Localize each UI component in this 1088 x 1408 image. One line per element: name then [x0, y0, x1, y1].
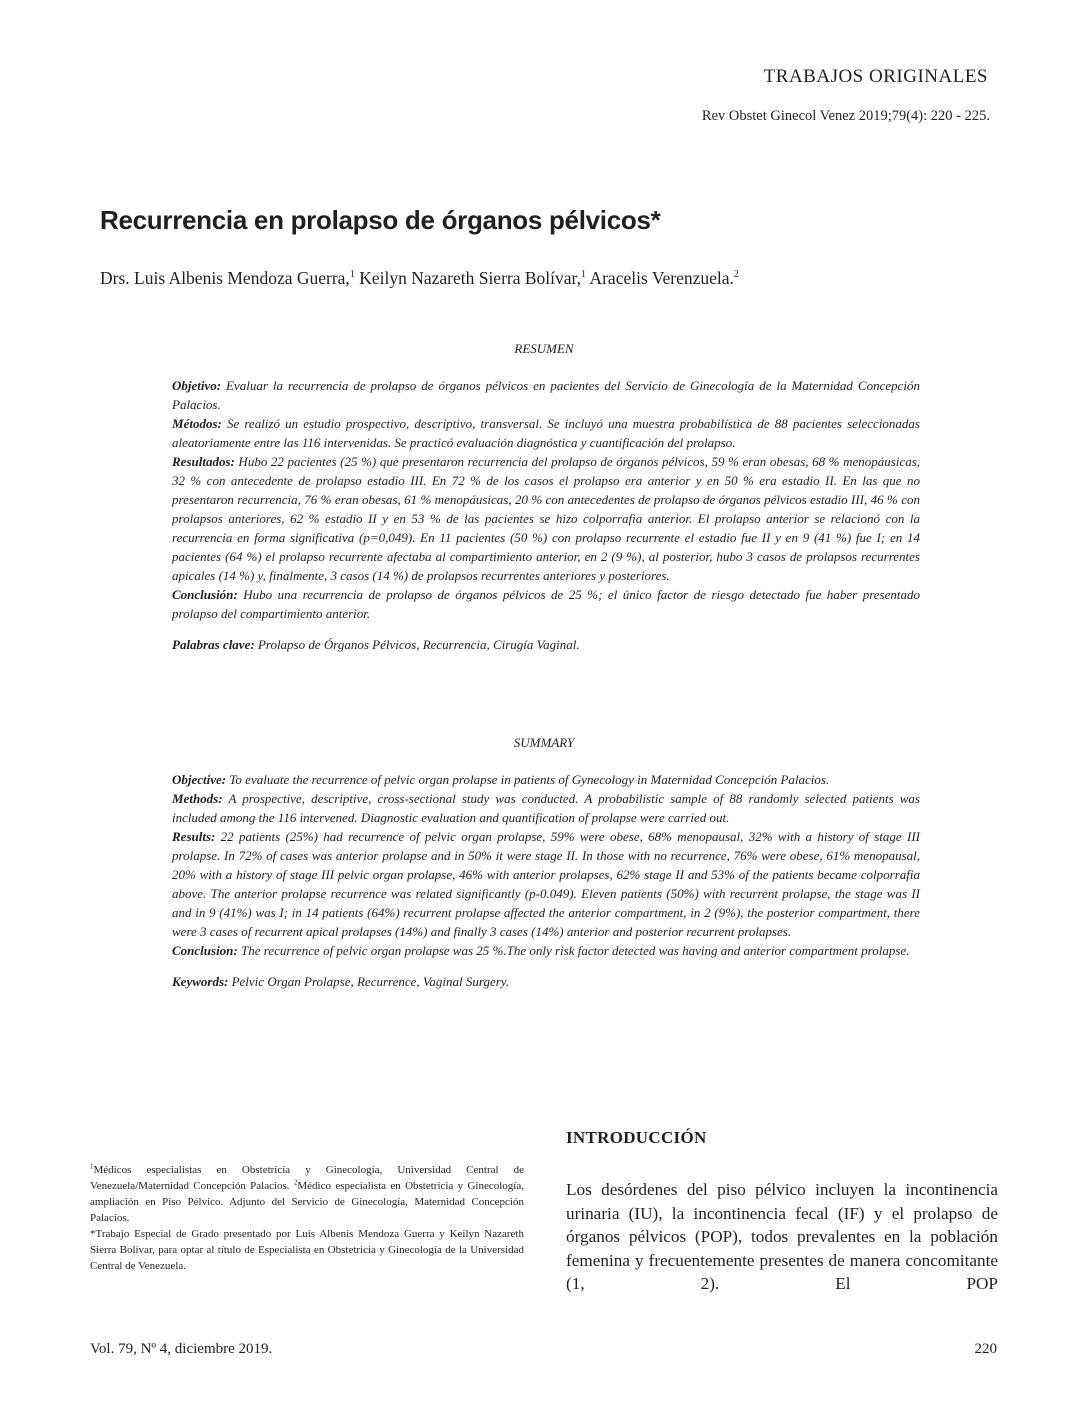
summary-abstract — [172, 770, 920, 991]
footnote-text: Médicos especialistas en Obstetricia y Ginecología, Universidad Central de Venezuela/Maternidad Concepción Palacios. — [90, 1164, 524, 1192]
resumen-resultados-label: Resultados: — [172, 454, 235, 469]
resumen-heading: RESUMEN — [514, 341, 574, 356]
summary-objective — [172, 770, 920, 789]
footer-volume: Vol. 79, Nº 4, diciembre 2019. — [90, 1341, 273, 1357]
author-list — [100, 268, 739, 289]
resumen-metodos-label: Métodos: — [172, 416, 222, 431]
summary-methods-text: A prospective, descriptive, cross-sectional study was conducted. A probabilistic sample of 88 randomly selected patients was included among the 116 intervened. Diagnostic evaluation and quantification of prolapse were carried out. — [172, 791, 920, 825]
summary-keywords-text: Pelvic Organ Prolapse, Recurrence, Vaginal Surgery. — [228, 974, 510, 989]
page-number: 220 — [974, 1341, 997, 1357]
summary-conclusion-text: The recurrence of pelvic organ prolapse was 25 %.The only risk factor detected was having and anterior compartment prolapse. — [237, 943, 910, 958]
author-name: Keilyn Nazareth Sierra Bolívar, — [354, 268, 582, 288]
journal-citation: Rev Obstet Ginecol Venez 2019;79(4): 220 - 225. — [701, 108, 990, 124]
resumen-resultados-text: Hubo 22 pacientes (25 %) que presentaron recurrencia del prolapso de órganos pélvicos, 59 % eran obesas, 68 % menopáusicas, 32 % con antecedente de prolapso estadio III. En 72 % de los casos el prolapso era anterior y en 50 % era estadio II. En las que no presentaron recurrencia, 76 % eran obesas, 61 % menopáusicas, 20 % con antecedentes de prolapso de órganos pélvicos estadio III, 46 % con prolapsos anteriores, 62 % estadio II y en 53 % de las pacientes se hizo colporrafia anterior. El prolapso anterior se relacionó con la recurrencia en forma significativa (p=0,049). En 11 pacientes (50 %) con prolapso recurrente el estadio fue II y en 9 (41 %) fue I; en 14 pacientes (64 %) el prolapso recurrente afectaba al compartimiento anterior, en 2 (9 %), al posterior, hubo 3 casos de prolapsos recurrentes apicales (14 %) y, finalmente, 3 casos (14 %) de prolapsos recurrentes anteriores y posteriores. — [172, 454, 920, 583]
author-affiliation-mark: 1 — [581, 269, 587, 281]
resumen-metodos-text: Se realizó un estudio prospectivo, descriptivo, transversal. Se incluyó una muestra probabilística de 88 pacientes seleccionadas aleatoriamente entre las 116 intervenidas. Se practicó evaluación diagnóstica y cuantificación del prolapso. — [172, 416, 920, 450]
resumen-resultados — [172, 452, 920, 585]
summary-results-text: 22 patients (25%) had recurrence of pelvic organ prolapse, 59% were obese, 68% menopausal, 32% with a history of stage III prolapse. In 72% of cases was anterior prolapse and in 50% it were stage II. In those with no recurrence, 76% were obese, 61% menopausal, 20% with a history of stage III pelvic organ prolapse, 46% with anterior prolapses, 62% stage II and 53% of the patients became colporrafia above. The anterior prolapse recurrence was related significantly (p-0.049). Eleven patients (50%) with recurrent prolapse, the stage was II and in 9 (41%) was I; in 14 patients (64%) recurrent prolapse affected the anterior compartment, in 2 (9%), the posterior compartment, there were 3 cases of recurrent apical prolapses (14%) and finally 3 cases (14%) anterior and posterior recurrent prolapses. — [172, 829, 920, 939]
resumen-keywords — [172, 635, 920, 654]
summary-conclusion-label: Conclusion: — [172, 943, 238, 958]
footnote-mark: 2 — [293, 1178, 298, 1187]
resumen-objetivo — [172, 376, 920, 414]
resumen-abstract — [172, 376, 920, 654]
resumen-keywords-label: Palabras clave: — [172, 637, 255, 652]
resumen-metodos — [172, 414, 920, 452]
summary-results — [172, 827, 920, 941]
resumen-conclusion — [172, 585, 920, 623]
summary-keywords-label: Keywords: — [172, 974, 229, 989]
summary-heading: SUMMARY — [513, 735, 575, 750]
footnotes — [90, 1162, 524, 1274]
article-title: Recurrencia en prolapso de órganos pélvicos* — [100, 205, 661, 235]
resumen-keywords-text: Prolapso de Órganos Pélvicos, Recurrencia, Cirugía Vaginal. — [254, 637, 580, 652]
summary-methods — [172, 789, 920, 827]
affiliation-footnote — [90, 1162, 524, 1226]
summary-objective-text: To evaluate the recurrence of pelvic organ prolapse in patients of Gynecology in Maternidad Concepción Palacios. — [226, 772, 830, 787]
section-label: TRABAJOS ORIGINALES — [763, 66, 988, 87]
author-name: Luis Albenis Mendoza Guerra, — [134, 268, 350, 288]
resumen-objetivo-label: Objetivo: — [172, 378, 222, 393]
introduction-heading: INTRODUCCIÓN — [566, 1128, 707, 1147]
summary-keywords — [172, 972, 920, 991]
summary-conclusion — [172, 941, 920, 960]
authors-prefix: Drs. — [100, 268, 135, 288]
resumen-objetivo-text: Evaluar la recurrencia de prolapso de órganos pélvicos en pacientes del Servicio de Ginecología de la Maternidad Concepción Palacios. — [172, 378, 920, 412]
introduction-body: Los desórdenes del piso pélvico incluyen la incontinencia urinaria (IU), la incontinencia fecal (IF) y el prolapso de órganos pélvicos (POP), todos prevalentes en la población femenina y frecuentemente presentes de manera concomitante (1, 2). El POP — [566, 1180, 998, 1293]
summary-objective-label: Objective: — [172, 772, 227, 787]
author-name: Aracelis Verenzuela. — [586, 268, 734, 288]
footnote-mark: 1 — [90, 1162, 94, 1171]
resumen-conclusion-label: Conclusión: — [172, 587, 238, 602]
author-affiliation-mark: 1 — [349, 269, 355, 281]
resumen-conclusion-text: Hubo una recurrencia de prolapso de órganos pélvicos de 25 %; el único factor de riesgo detectado fue haber presentado prolapso del compartimiento anterior. — [172, 587, 920, 621]
author-affiliation-mark: 2 — [733, 269, 739, 281]
summary-methods-label: Methods: — [172, 791, 223, 806]
summary-results-label: Results: — [172, 829, 216, 844]
footnote-text: Médico especialista en Obstetricia y Ginecología, ampliación en Piso Pélvico. Adjunto del Servicio de Ginecología, Maternidad Concepción Palacios. — [90, 1180, 524, 1224]
thesis-footnote: *Trabajo Especial de Grado presentado por Luis Albenis Mendoza Guerra y Keilyn Nazareth Sierra Bolívar, para optar al título de Especialista en Obstetricia y Ginecología de la Universidad Central de Venezuela. — [90, 1228, 524, 1272]
